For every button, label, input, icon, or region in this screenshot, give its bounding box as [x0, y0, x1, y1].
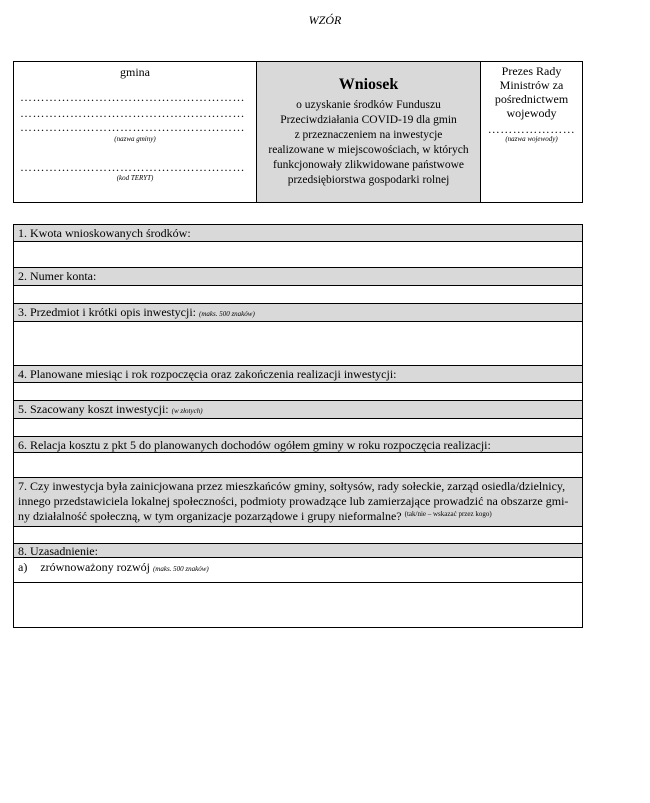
section-1-field[interactable] — [14, 242, 582, 268]
section-8-label: 8. Uzasadnienie: — [18, 544, 98, 558]
recipient-line: Ministrów za — [499, 78, 564, 92]
title-cell — [257, 62, 481, 202]
header-table — [13, 61, 583, 203]
gmina-name-line-1: ……………………………………………… — [20, 91, 245, 103]
section-7-field[interactable] — [14, 527, 582, 544]
section-7-note: (tak/nie – wskazać przez kogo) — [404, 510, 492, 518]
gmina-name-line-3: ……………………………………………… — [20, 121, 245, 133]
section-7-line-3-text: ny działalność społeczną, w tym organizacje pozarządowe i grupy nieformalne? — [18, 509, 402, 523]
section-7-line-3 — [18, 509, 578, 526]
recipient-text — [481, 64, 582, 120]
section-2-header — [14, 268, 582, 286]
recipient-line: pośrednictwem — [494, 92, 569, 106]
subtitle-line: realizowane w miejscowościach, w których — [268, 144, 469, 156]
form-title: Wniosek — [338, 76, 399, 93]
voivode-name-caption: (nazwa wojewody) — [505, 135, 558, 143]
gmina-cell — [14, 62, 257, 202]
subtitle-line: przedsiębiorstwa gospodarki rolnej — [287, 174, 450, 186]
recipient-cell — [481, 62, 582, 202]
section-5-label: 5. Szacowany koszt inwestycji: — [18, 402, 169, 416]
section-2-label: 2. Numer konta: — [18, 269, 97, 283]
section-2-field[interactable] — [14, 286, 582, 304]
section-8a-marker: a) — [18, 560, 28, 574]
gmina-name-caption: (nazwa gminy) — [114, 135, 156, 143]
teryt-code-caption: (kod TERYT) — [116, 174, 154, 182]
document-watermark-label: WZÓR — [308, 13, 342, 27]
section-7-line-2: innego przedstawiciela lokalnej społeczności, podmioty prowadzące lub zamierzające prowadzić na obszarze gmi- — [18, 494, 569, 508]
voivode-name-line: ………………… — [487, 122, 576, 136]
section-8a-row — [14, 558, 582, 583]
subtitle-line: Przeciwdziałania COVID-19 dla gmin — [280, 114, 457, 126]
subtitle-line: z przeznaczeniem na inwestycje — [294, 129, 443, 141]
section-1-label: 1. Kwota wnioskowanych środków: — [18, 226, 191, 240]
recipient-line: Prezes Rady — [501, 64, 562, 78]
recipient-line: wojewody — [506, 106, 557, 120]
application-form — [13, 224, 583, 628]
section-5-header — [14, 401, 582, 419]
section-8a-note: (maks. 500 znaków) — [152, 565, 209, 573]
gmina-label: gmina — [120, 65, 150, 79]
section-3-label: 3. Przedmiot i krótki opis inwestycji: — [18, 305, 196, 319]
section-7-line-1: 7. Czy inwestycja była zainicjowana przez mieszkańców gminy, sołtysów, rady sołeckie, zarząd osiedla/dzielnicy, — [18, 479, 566, 493]
section-1-header — [14, 225, 582, 242]
section-4-header — [14, 366, 582, 383]
section-5-note: (w złotych) — [171, 407, 203, 415]
section-7-header — [14, 478, 582, 527]
subtitle-line: o uzyskanie środków Funduszu — [296, 99, 441, 111]
section-8a-field[interactable] — [14, 583, 582, 627]
section-6-field[interactable] — [14, 453, 582, 478]
section-8a-label: zrównoważony rozwój — [40, 560, 150, 574]
section-6-header — [14, 437, 582, 453]
section-3-field[interactable] — [14, 322, 582, 366]
section-6-label: 6. Relacja kosztu z pkt 5 do planowanych dochodów ogółem gminy w roku rozpoczęcia realizacji: — [18, 438, 491, 452]
section-8-header — [14, 544, 582, 558]
form-subtitle — [257, 98, 480, 188]
gmina-name-line-2: ……………………………………………… — [20, 107, 245, 119]
section-5-field[interactable] — [14, 419, 582, 437]
section-4-label: 4. Planowane miesiąc i rok rozpoczęcia oraz zakończenia realizacji inwestycji: — [18, 367, 397, 381]
teryt-code-line: ……………………………………………… — [20, 161, 245, 173]
section-3-header — [14, 304, 582, 322]
section-3-note: (maks. 500 znaków) — [198, 310, 255, 318]
section-4-field[interactable] — [14, 383, 582, 401]
subtitle-line: funkcjonowały zlikwidowane państwowe — [273, 159, 464, 171]
